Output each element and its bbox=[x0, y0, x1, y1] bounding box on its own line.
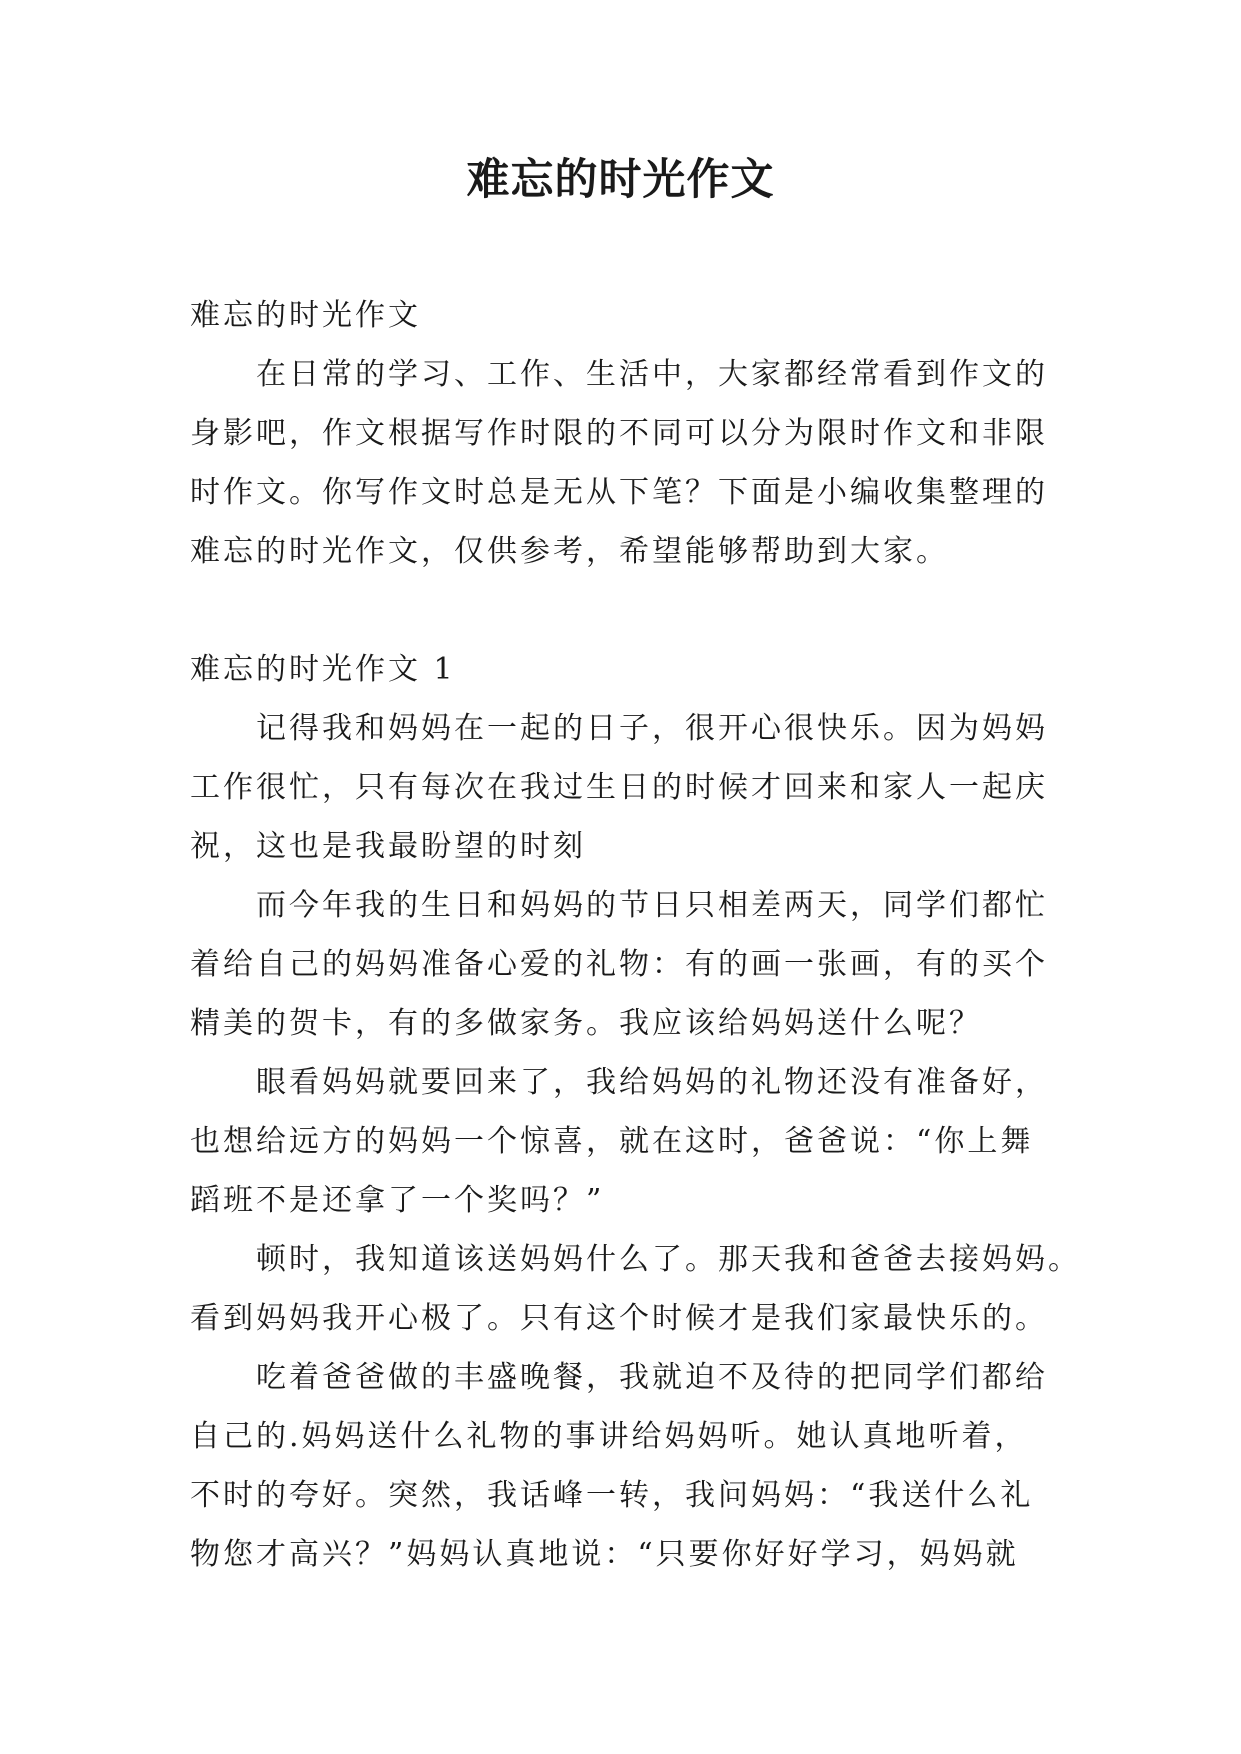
text-line: 难忘的时光作文 1 bbox=[190, 652, 456, 687]
document-body bbox=[190, 286, 1081, 1584]
text-line: 物您才高兴？”妈妈认真地说：“只要你好好学习，妈妈就 bbox=[190, 1537, 1019, 1572]
text-line: 眼看妈妈就要回来了，我给妈妈的礼物还没有准备好， bbox=[256, 1065, 1048, 1100]
text-line: 蹈班不是还拿了一个奖吗？” bbox=[190, 1183, 605, 1218]
text-line: 难忘的时光作文 bbox=[190, 298, 421, 333]
text-line: 记得我和妈妈在一起的日子，很开心很快乐。因为妈妈 bbox=[256, 711, 1048, 746]
document-title: 难忘的时光作文 bbox=[466, 155, 775, 205]
text-line: 不时的夸好。突然，我话峰一转，我问妈妈：“我送什么礼 bbox=[190, 1478, 1034, 1513]
paragraph-gap bbox=[190, 581, 1060, 640]
text-line: 难忘的时光作文，仅供参考，希望能够帮助到大家。 bbox=[190, 534, 949, 569]
text-line: 祝，这也是我最盼望的时刻 bbox=[190, 829, 586, 864]
text-line: 精美的贺卡，有的多做家务。我应该给妈妈送什么呢？ bbox=[190, 1006, 982, 1041]
text-line: 看到妈妈我开心极了。只有这个时候才是我们家最快乐的。 bbox=[190, 1301, 1048, 1336]
text-line: 身影吧，作文根据写作时限的不同可以分为限时作文和非限 bbox=[190, 416, 1048, 451]
text-line: 自己的.妈妈送什么礼物的事讲给妈妈听。她认真地听着， bbox=[190, 1419, 1028, 1454]
text-line: 顿时，我知道该送妈妈什么了。那天我和爸爸去接妈妈。 bbox=[256, 1242, 1081, 1277]
text-line: 吃着爸爸做的丰盛晚餐，我就迫不及待的把同学们都给 bbox=[256, 1360, 1048, 1395]
text-line: 工作很忙，只有每次在我过生日的时候才回来和家人一起庆 bbox=[190, 770, 1048, 805]
text-line: 在日常的学习、工作、生活中，大家都经常看到作文的 bbox=[256, 357, 1048, 392]
text-line: 着给自己的妈妈准备心爱的礼物：有的画一张画，有的买个 bbox=[190, 947, 1048, 982]
text-line: 而今年我的生日和妈妈的节日只相差两天，同学们都忙 bbox=[256, 888, 1048, 923]
text-line: 时作文。你写作文时总是无从下笔？下面是小编收集整理的 bbox=[190, 475, 1048, 510]
text-line: 也想给远方的妈妈一个惊喜，就在这时，爸爸说：“你上舞 bbox=[190, 1124, 1034, 1159]
